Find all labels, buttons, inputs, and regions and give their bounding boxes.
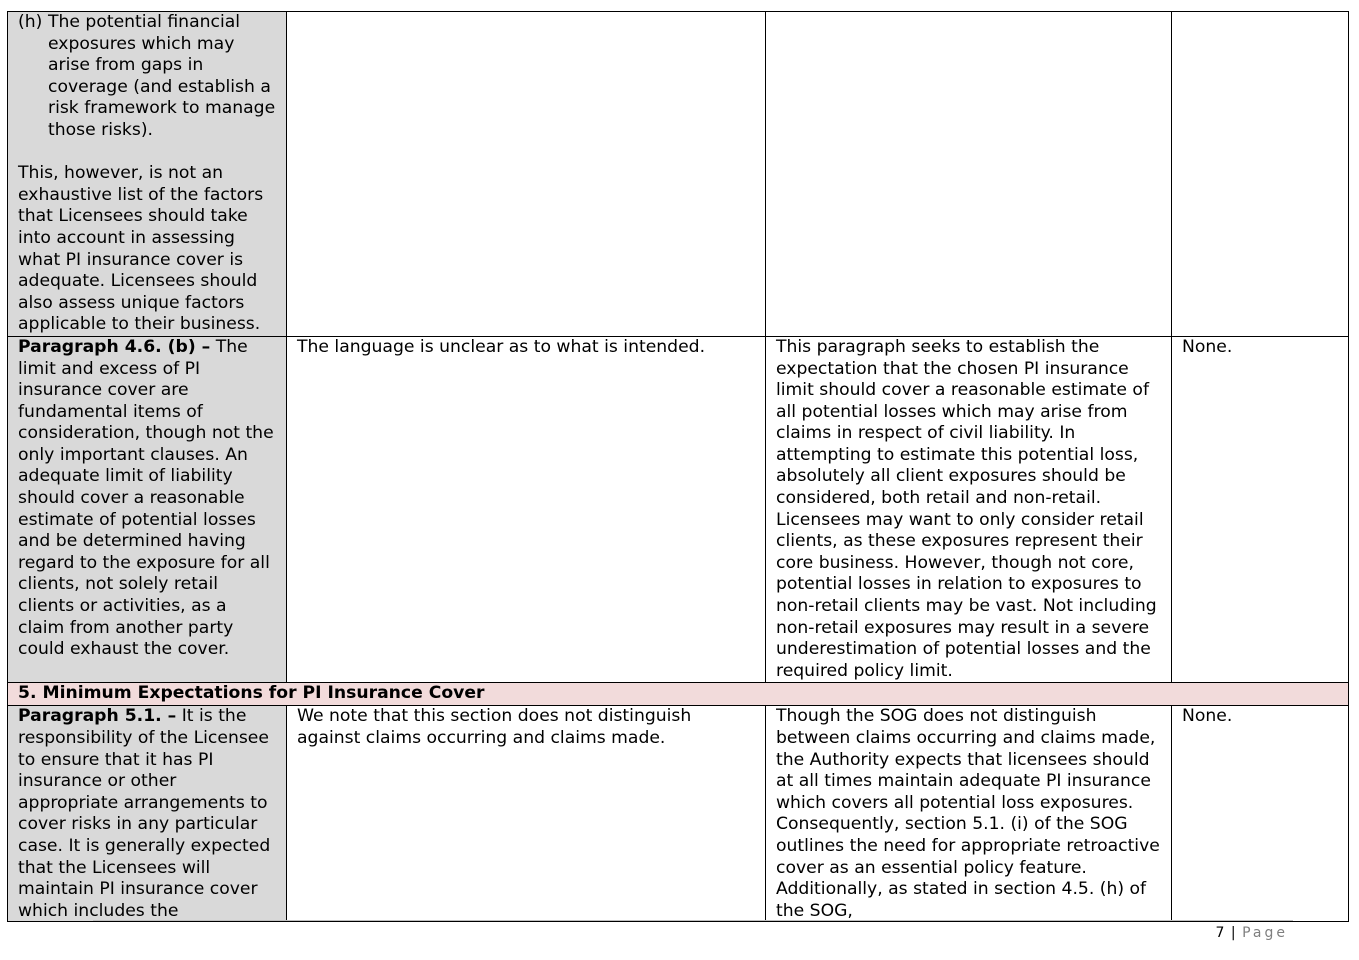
guidance-text: It is the responsibility of the Licensee to ensure that it has PI insurance or other appropriate arrangements to cover risks in any particular case. It is generally expected that the Licensees will maintain PI insurance cover which includes the: [18, 706, 271, 921]
comment-cell: [287, 12, 766, 337]
comment-cell: [287, 706, 766, 922]
comment-cell: The language is unclear as to what is intended.: [287, 336, 766, 683]
footer-divider: [93, 920, 1293, 921]
table-row: [8, 706, 1349, 922]
guidance-cell: [8, 706, 287, 922]
list-label: (h): [18, 12, 43, 32]
list-item: [18, 12, 277, 142]
guidance-cell: [8, 12, 287, 337]
page-word: Page: [1242, 925, 1288, 941]
change-cell: [1172, 12, 1349, 337]
list-text: The potential financial exposures which may arise from gaps in coverage (and establish a risk framework to manage those risks).: [48, 12, 276, 140]
consultation-feedback-table: [7, 11, 1349, 922]
response-cell: [766, 12, 1172, 337]
change-text: None.: [1182, 706, 1233, 727]
paragraph-ref: Paragraph 5.1. –: [18, 706, 177, 727]
response-text: Though the SOG does not distinguish between claims occurring and claims made, the Authority expects that licensees should at all times maintain adequate PI insurance which covers all potential loss exposures. Consequently, section 5.1. (i) of the SOG outlines the need for appropriate retroactive cover as an essential policy feature. Additionally, as stated in section 4.5. (h) of the SOG,: [776, 706, 1160, 921]
paragraph-ref: Paragraph 4.6. (b) –: [18, 336, 211, 357]
page-number: 7: [1215, 925, 1225, 941]
section-title: 5. Minimum Expectations for PI Insurance Cover: [8, 683, 1349, 706]
guidance-cell: [8, 336, 287, 683]
footer-separator: |: [1230, 925, 1236, 941]
response-cell: This paragraph seeks to establish the expectation that the chosen PI insurance limit should cover a reasonable estimate of all potential losses which may arise from claims in respect of civil liability. In attempting to estimate this potential loss, absolutely all client exposures should be considered, both retail and non-retail. Licensees may want to only consider retail clients, as these exposures represent their core business. However, though not core, potential losses in relation to exposures to non-retail clients may be vast. Not including non-retail exposures may result in a severe underestimation of potential losses and the required policy limit.: [766, 336, 1172, 683]
table-row: [8, 336, 1349, 683]
change-cell: None.: [1172, 336, 1349, 683]
guidance-note: This, however, is not an exhaustive list of the factors that Licensees should take into account in assessing what PI insurance cover is adequate. Licensees should also assess unique factors applicable to their business.: [18, 163, 264, 335]
response-cell: [766, 706, 1172, 922]
comment-text: We note that this section does not distinguish against claims occurring and claims made.: [297, 706, 692, 748]
guidance-text: The limit and excess of PI insurance cover are fundamental items of consideration, though not the only important clauses. An adequate limit of liability should cover a reasonable estimate of potential losses and be determined having regard to the exposure for all clients, not solely retail clients or activities, as a claim from another party could exhaust the cover.: [18, 336, 274, 660]
table-row: [8, 12, 1349, 337]
page-footer: [1216, 925, 1288, 941]
section-heading-row: [8, 683, 1349, 706]
change-cell: [1172, 706, 1349, 922]
